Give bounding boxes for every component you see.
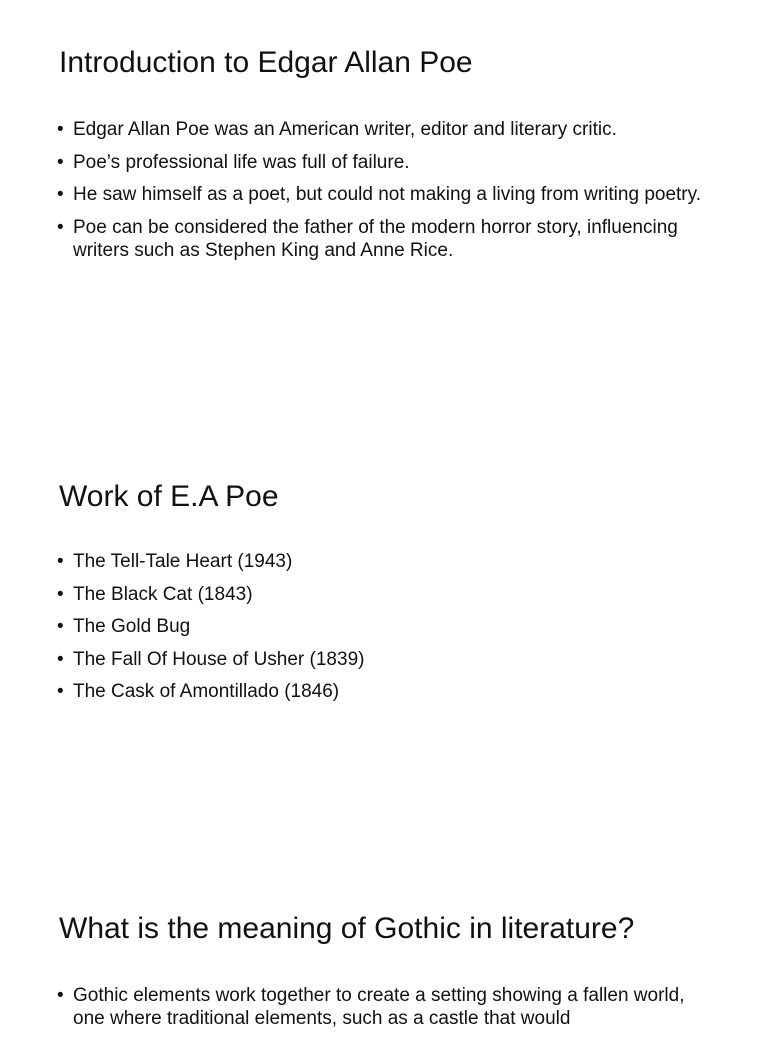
bullet-item: • The Gold Bug: [57, 615, 717, 638]
slide-title: Work of E.A Poe: [59, 480, 279, 513]
slide-gothic-meaning: [0, 864, 768, 1029]
bullet-item: • The Fall Of House of Usher (1839): [57, 648, 717, 671]
slide-title: Introduction to Edgar Allan Poe: [59, 46, 473, 79]
bullet-item: • The Tell-Tale Heart (1943): [57, 550, 717, 573]
bullet-list: [57, 118, 717, 271]
bullet-list: [57, 984, 717, 1040]
slide-title: What is the meaning of Gothic in literature?: [59, 912, 635, 945]
bullet-item: • He saw himself as a poet, but could not making a living from writing poetry.: [57, 183, 717, 206]
bullet-item: • Gothic elements work together to create a setting showing a fallen world, one where traditional elements, such as a castle that would: [57, 984, 717, 1030]
slide-works: [0, 432, 768, 864]
bullet-item: • Poe’s professional life was full of failure.: [57, 151, 717, 174]
bullet-list: [57, 550, 717, 713]
slide-introduction: [0, 0, 768, 432]
bullet-item: • The Cask of Amontillado (1846): [57, 680, 717, 703]
bullet-item: • The Black Cat (1843): [57, 583, 717, 606]
bullet-item: • Edgar Allan Poe was an American writer, editor and literary critic.: [57, 118, 717, 141]
bullet-item: • Poe can be considered the father of the modern horror story, influencing writers such as Stephen King and Anne Rice.: [57, 216, 717, 262]
